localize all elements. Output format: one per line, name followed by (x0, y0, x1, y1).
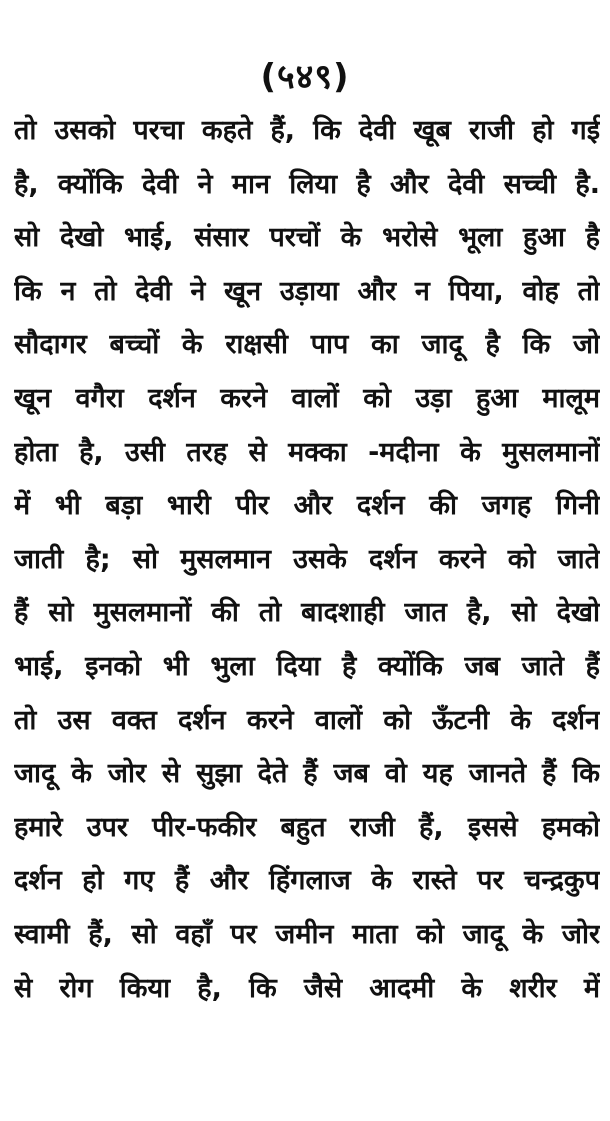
text-line: है, क्योंकि देवी ने मान लिया है और देवी सच्ची है. (14, 168, 600, 200)
text-line: भाई, इनको भी भुला दिया है क्योंकि जब जाते हैं (14, 650, 600, 682)
text-line: में भी बड़ा भारी पीर और दर्शन की जगह गिनी (14, 490, 600, 522)
text-line: जादू के जोर से सुझा देते हैं जब वो यह जानते हैं कि (14, 758, 600, 790)
text-line: जाती है; सो मुसलमान उसके दर्शन करने को जाते (14, 543, 600, 575)
text-line: तो उस वक्त दर्शन करने वालों को ऊँटनी के दर्शन (14, 704, 600, 736)
text-line: होता है, उसी तरह से मक्का -मदीना के मुसलमानों (14, 436, 600, 468)
text-line: सौदागर बच्चों के राक्षसी पाप का जादू है कि जो (14, 329, 600, 361)
text-line: स्वामी हैं, सो वहाँ पर जमीन माता को जादू के जोर (14, 918, 600, 950)
text-line: तो उसको परचा कहते हैं, कि देवी खूब राजी हो गई (14, 115, 600, 146)
text-line: हैं सो मुसलमानों की तो बादशाही जात है, सो देखो (14, 597, 600, 629)
page-number: (५४९) (260, 57, 350, 97)
text-line: हमारे उपर पीर-फकीर बहुत राजी हैं, इससे हमको (14, 811, 600, 843)
text-line: सो देखो भाई, संसार परचों के भरोसे भूला हुआ है (14, 222, 600, 254)
text-line: दर्शन हो गए हैं और हिंगलाज के रास्ते पर चन्द्रकुप (14, 865, 600, 897)
text-line: से रोग किया है, कि जैसे आदमी के शरीर में (14, 972, 600, 1004)
text-line: कि न तो देवी ने खून उड़ाया और न पिया, वोह तो (14, 275, 600, 307)
text-line: खून वगैरा दर्शन करने वालों को उड़ा हुआ मालूम (14, 382, 600, 414)
body-text (14, 104, 600, 1015)
